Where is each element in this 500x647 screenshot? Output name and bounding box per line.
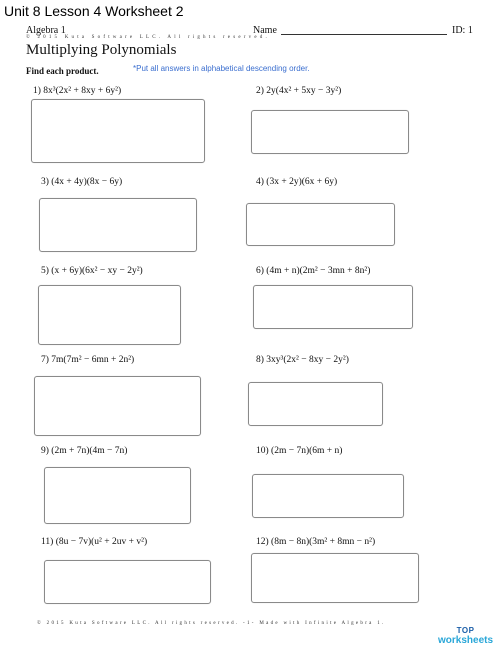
- answer-box-2[interactable]: [251, 110, 409, 154]
- problem-number: 2): [256, 86, 264, 96]
- problem-4: [256, 177, 337, 187]
- topworksheets-logo: [438, 626, 493, 646]
- copyright-notice: © 2015 Kuta Software LLC. All rights reserved.: [26, 35, 270, 40]
- problem-expression: 7m(7m² − 6mn + 2n²): [51, 355, 135, 365]
- problem-expression: 3xy³(2x² − 8xy − 2y²): [266, 355, 349, 365]
- problem-expression: (4m + n)(2m² − 3mn + 8n²): [266, 266, 371, 276]
- logo-line-worksheets: worksheets: [438, 635, 494, 646]
- name-line: [281, 34, 447, 35]
- problem-expression: (3x + 2y)(6x + 6y): [266, 177, 338, 187]
- problem-number: 10): [256, 446, 269, 456]
- answer-box-3[interactable]: [39, 198, 197, 252]
- problem-expression: (2m − 7n)(6m + n): [271, 446, 343, 456]
- problem-number: 9): [41, 446, 49, 456]
- answer-box-8[interactable]: [248, 382, 383, 426]
- answer-box-6[interactable]: [253, 285, 413, 329]
- problem-5: [41, 266, 143, 276]
- problem-6: [256, 266, 370, 276]
- problem-number: 8): [256, 355, 264, 365]
- topic-title: Multiplying Polynomials: [26, 42, 177, 58]
- problem-7: [41, 355, 134, 365]
- answer-box-7[interactable]: [34, 376, 201, 436]
- problem-11: [41, 537, 147, 547]
- problem-number: 12): [256, 537, 269, 547]
- problem-expression: (2m + 7n)(4m − 7n): [51, 446, 128, 456]
- footer-copyright: © 2015 Kuta Software LLC. All rights reserved. -1- Made with Infinite Algebra 1.: [37, 621, 386, 626]
- problem-8: [256, 355, 349, 365]
- problem-expression: (8m − 8n)(3m² + 8mn − n²): [271, 537, 376, 547]
- problem-number: 3): [41, 177, 49, 187]
- answer-box-11[interactable]: [44, 560, 211, 604]
- name-label: Name: [253, 25, 277, 36]
- problem-2: [256, 86, 341, 96]
- problem-3: [41, 177, 122, 187]
- problem-number: 7): [41, 355, 49, 365]
- course-label: Algebra 1: [26, 25, 66, 36]
- problem-number: 11): [41, 537, 54, 547]
- answer-box-12[interactable]: [251, 553, 419, 603]
- problem-expression: (x + 6y)(6x² − xy − 2y²): [51, 266, 143, 276]
- instructions: Find each product.: [26, 66, 99, 76]
- problem-10: [256, 446, 342, 456]
- problem-9: [41, 446, 127, 456]
- answer-box-10[interactable]: [252, 474, 404, 518]
- logo-line-top: TOP: [456, 626, 475, 635]
- problem-number: 5): [41, 266, 49, 276]
- problem-expression: (4x + 4y)(8x − 6y): [51, 177, 123, 187]
- problem-12: [256, 537, 375, 547]
- problem-number: 6): [256, 266, 264, 276]
- problem-expression: 2y(4x² + 5xy − 3y²): [266, 86, 342, 96]
- answer-box-1[interactable]: [31, 99, 205, 163]
- worksheet-title: Unit 8 Lesson 4 Worksheet 2: [4, 3, 184, 19]
- instruction-note: *Put all answers in alphabetical descending order.: [133, 64, 310, 73]
- id-label: ID: 1: [452, 25, 473, 36]
- problem-number: 4): [256, 177, 264, 187]
- problem-number: 1): [33, 86, 41, 96]
- answer-box-9[interactable]: [44, 467, 191, 524]
- answer-box-4[interactable]: [246, 203, 395, 246]
- answer-box-5[interactable]: [38, 285, 181, 345]
- problem-expression: (8u − 7v)(u² + 2uv + v²): [55, 537, 148, 547]
- problem-1: [33, 86, 121, 96]
- problem-expression: 8x³(2x² + 8xy + 6y²): [43, 86, 122, 96]
